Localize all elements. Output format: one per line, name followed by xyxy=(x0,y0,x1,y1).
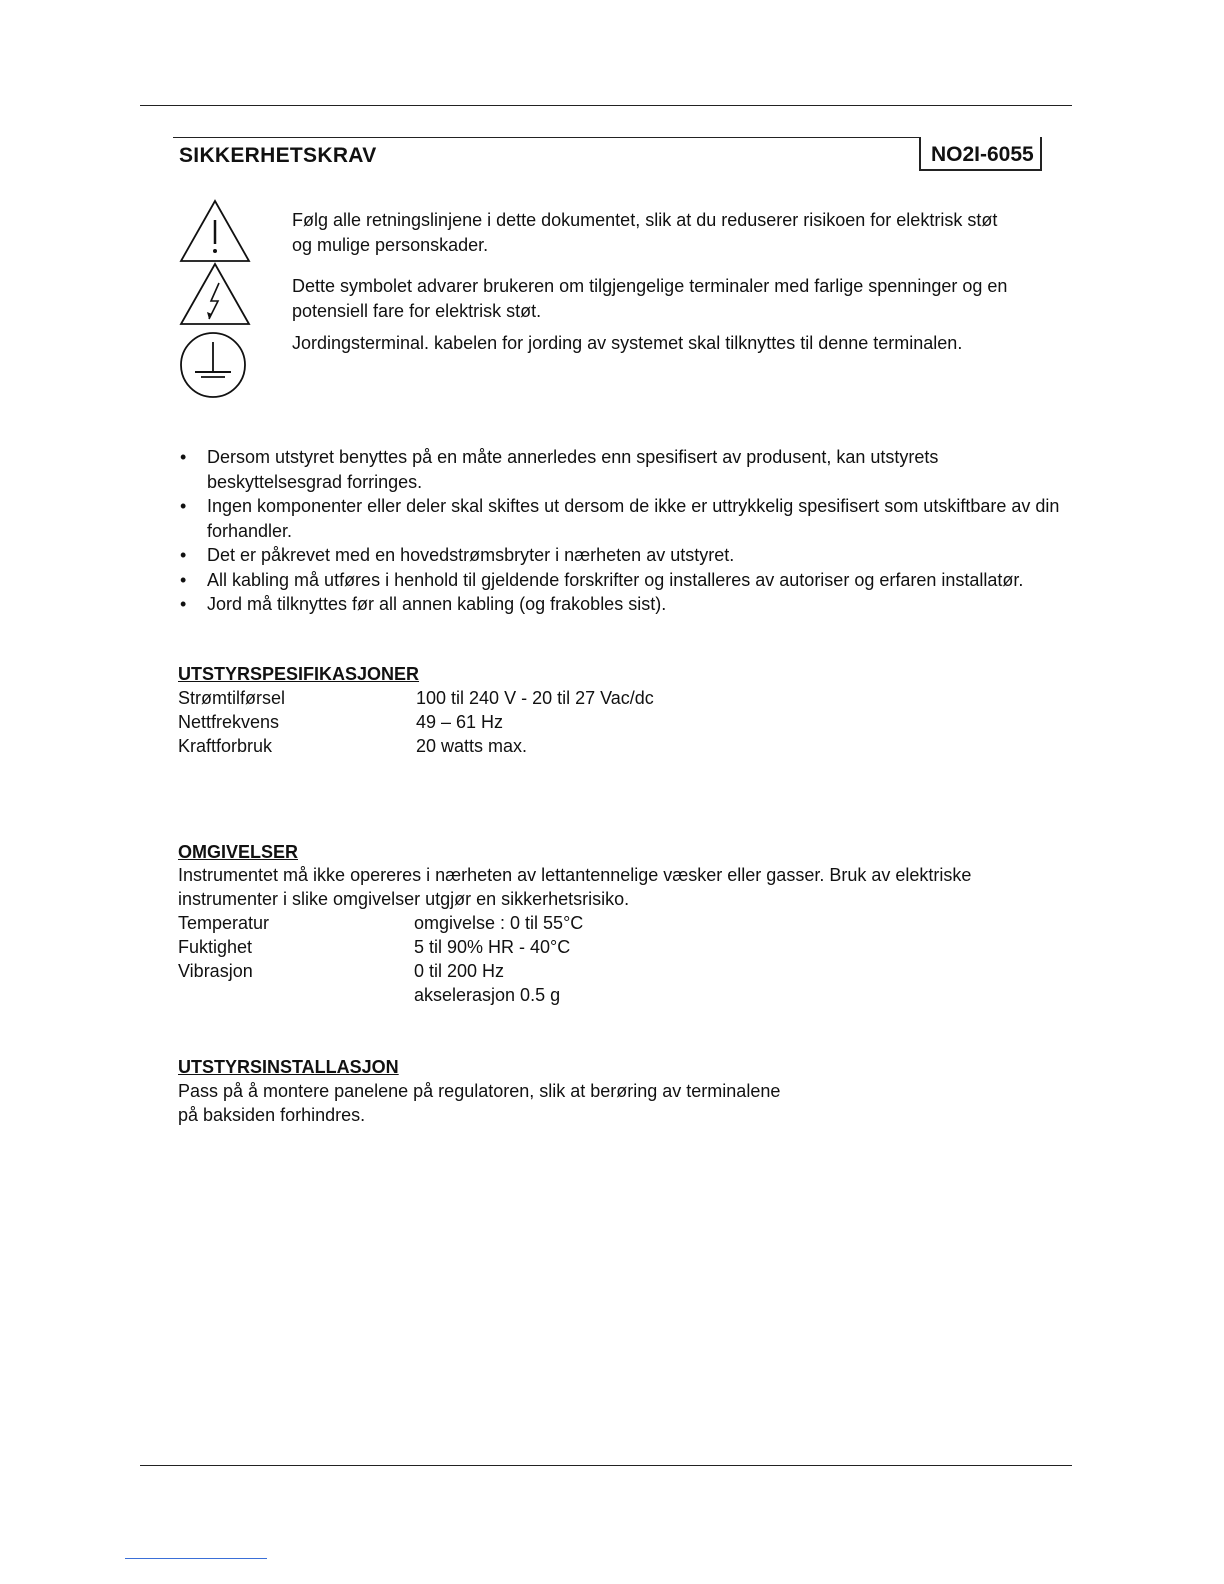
installation-heading: UTSTYRSINSTALLASJON xyxy=(178,1057,399,1077)
spec-label: Vibrasjon xyxy=(178,961,253,981)
spec-value: 5 til 90% HR - 40°C xyxy=(414,937,571,957)
equipment-specs-heading: UTSTYRSPESIFIKASJONER xyxy=(178,664,420,684)
equipment-specs-table xyxy=(178,686,878,758)
high-voltage-triangle-icon xyxy=(178,261,252,327)
spec-row xyxy=(178,983,878,1007)
warning-triangle-icon xyxy=(178,198,252,264)
environment-heading: OMGIVELSER xyxy=(178,842,299,862)
page-title: SIKKERHETSKRAV xyxy=(179,144,377,167)
top-rule xyxy=(140,105,1072,106)
installation-line: Pass på å montere panelene på regulatoren, slik at berøring av terminalene xyxy=(178,1081,781,1101)
installation-line: på baksiden forhindres. xyxy=(178,1105,366,1125)
environment-text: Instrumentet må ikke opereres i nærheten av lettantennelige væsker eller gasser. Bruk av elektriske instrumenter i slike omgivelser utgjør en sikkerhetsrisiko. xyxy=(178,865,972,909)
spec-label: Nettfrekvens xyxy=(178,712,280,732)
spec-value: 20 watts max. xyxy=(416,736,528,756)
high-voltage-symbol-text: Dette symbolet advarer brukeren om tilgjengelige terminaler med farlige spenninger og en potensiell fare for elektrisk støt. xyxy=(292,276,1008,321)
list-item: • Dersom utstyret benyttes på en måte annerledes enn spesifisert av produsent, kan utstyrets beskyttelsesgrad forringes. xyxy=(180,447,939,492)
spec-value: 0 til 200 Hz xyxy=(414,961,505,981)
warning-symbol-text: Følg alle retningslinjene i dette dokumentet, slik at du reduserer risikoen for elektrisk støt og mulige personskader. xyxy=(292,210,998,255)
environment-table xyxy=(178,911,878,1007)
header-line xyxy=(173,137,919,138)
spec-value: 100 til 240 V - 20 til 27 Vac/dc xyxy=(416,688,654,708)
spec-label: Strømtilførsel xyxy=(178,688,285,708)
header-bar xyxy=(173,137,1073,173)
spec-row xyxy=(178,959,878,983)
spec-label: Kraftforbruk xyxy=(178,736,273,756)
document-code: NO2I-6055 xyxy=(919,137,1042,171)
spec-row xyxy=(178,734,878,758)
installation-text xyxy=(178,1079,898,1127)
spec-row xyxy=(178,935,878,959)
list-item: • Jord må tilknyttes før all annen kabling (og frakobles sist). xyxy=(180,594,667,614)
spec-row xyxy=(178,710,878,734)
footer-link-underline xyxy=(125,1558,267,1559)
bottom-rule xyxy=(140,1465,1072,1466)
list-item: • Det er påkrevet med en hovedstrømsbryter i nærheten av utstyret. xyxy=(180,545,735,565)
list-item: • Ingen komponenter eller deler skal skiftes ut dersom de ikke er uttrykkelig spesifisert som utskiftbare av din forhandler. xyxy=(180,496,1060,541)
spec-value: akselerasjon 0.5 g xyxy=(414,985,561,1005)
list-item: • All kabling må utføres i henhold til gjeldende forskrifter og installeres av autoriser og erfaren installatør. xyxy=(180,569,1024,590)
spec-label: Temperatur xyxy=(178,913,270,933)
spec-label: Fuktighet xyxy=(178,937,253,957)
spec-value: 49 – 61 Hz xyxy=(416,712,504,732)
ground-symbol-text: Jordingsterminal. kabelen for jording av systemet skal tilknyttes til denne terminalen. xyxy=(292,333,963,353)
spec-row xyxy=(178,686,878,710)
ground-terminal-icon xyxy=(178,330,250,400)
spec-value: omgivelse : 0 til 55°C xyxy=(414,913,584,933)
spec-row xyxy=(178,911,878,935)
safety-bullet-list xyxy=(178,445,1068,617)
